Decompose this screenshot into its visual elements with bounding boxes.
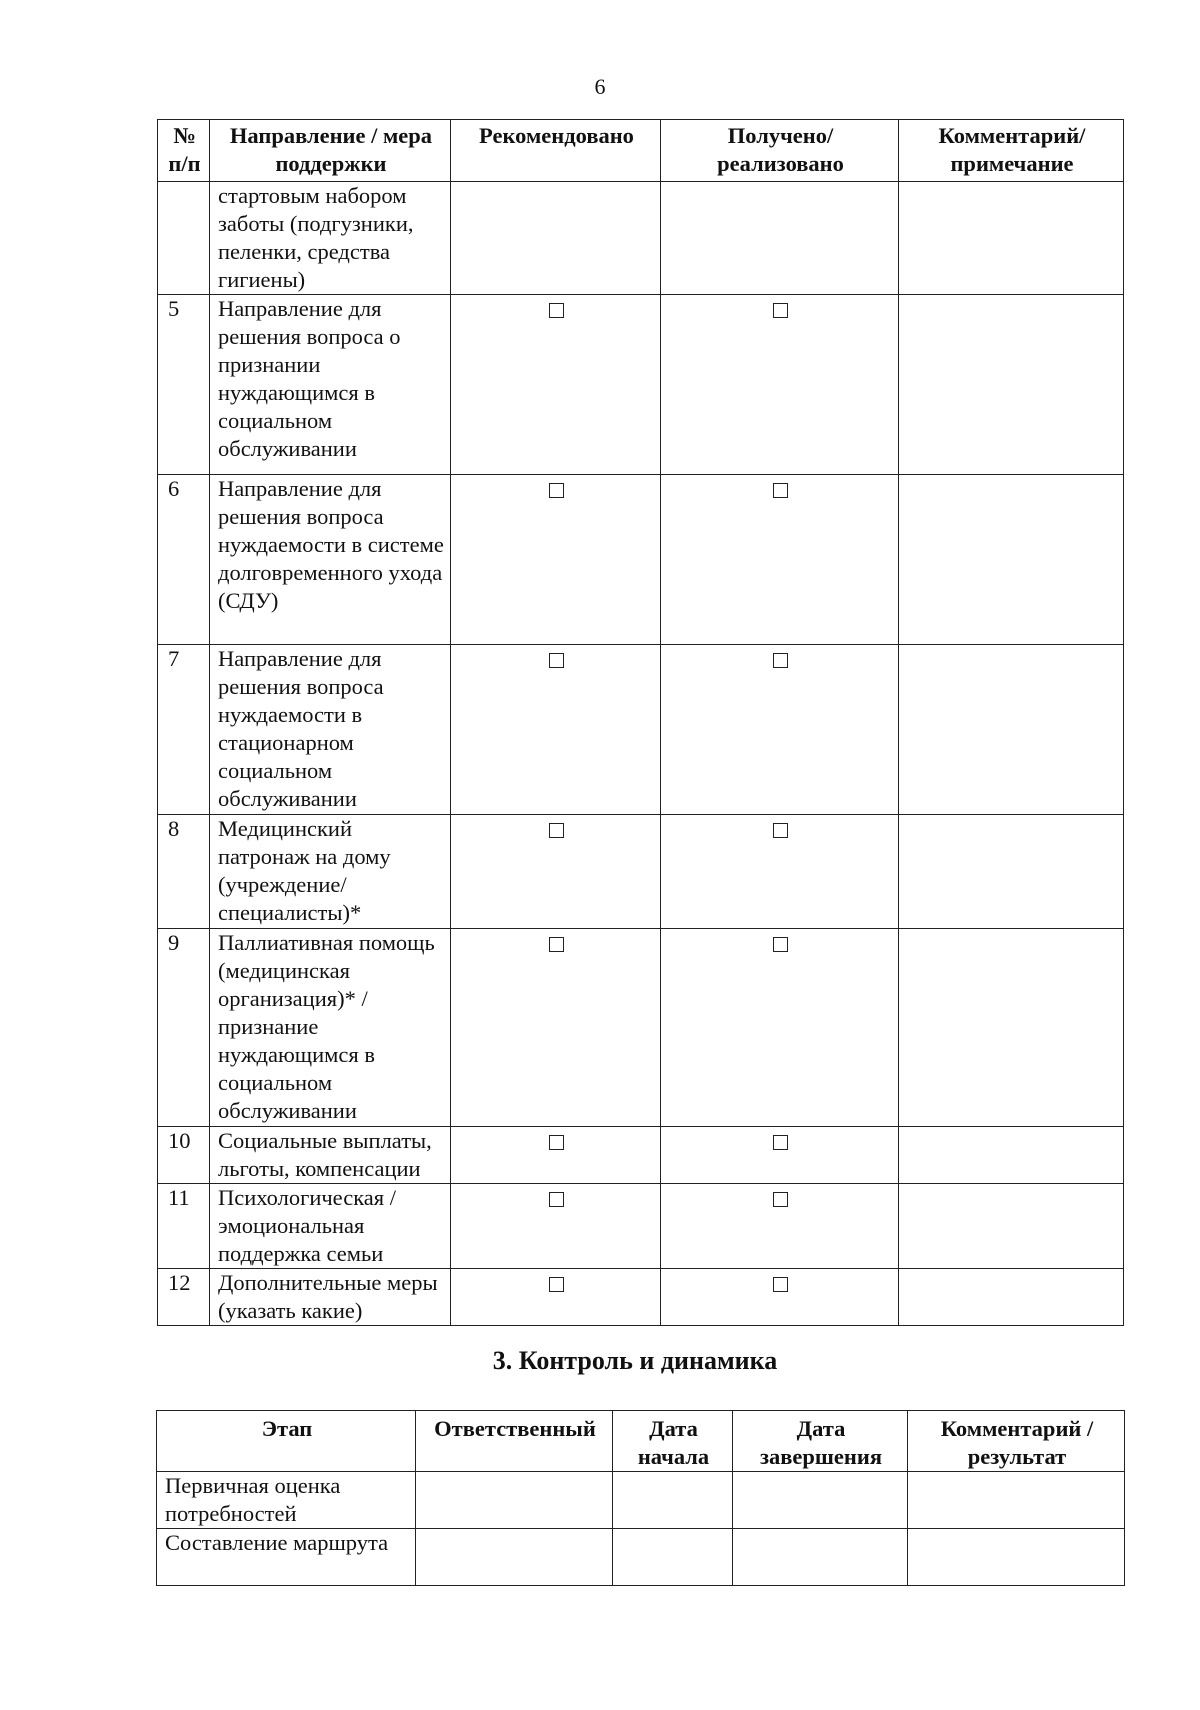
- row-num: 5: [158, 295, 210, 475]
- header-stage: Этап: [157, 1411, 416, 1472]
- received-cell: [661, 182, 899, 295]
- table-row: [157, 1529, 1125, 1586]
- recommended-cell: [451, 815, 661, 929]
- recommended-cell: [451, 1127, 661, 1184]
- row-num: [158, 182, 210, 295]
- start-date-cell[interactable]: [613, 1529, 733, 1586]
- recommended-checkbox[interactable]: [549, 483, 564, 498]
- row-direction: Паллиативная помощь (медицинская организация)* / признание нуждающимся в социальном обслуживании: [210, 929, 451, 1127]
- row-num: 10: [158, 1127, 210, 1184]
- responsible-cell[interactable]: [416, 1529, 613, 1586]
- received-cell: [661, 1269, 899, 1326]
- recommended-cell: [451, 182, 661, 295]
- table-row: [158, 929, 1124, 1127]
- row-num: 6: [158, 475, 210, 645]
- end-date-cell[interactable]: [733, 1472, 908, 1529]
- comment-cell[interactable]: [899, 295, 1124, 475]
- received-cell: [661, 1127, 899, 1184]
- received-checkbox[interactable]: [773, 937, 788, 952]
- support-measures-table: [157, 119, 1124, 1326]
- received-checkbox[interactable]: [773, 1277, 788, 1292]
- received-checkbox[interactable]: [773, 1135, 788, 1150]
- header-recommended: Рекомендовано: [451, 120, 661, 182]
- section-title: 3. Контроль и динамика: [492, 1346, 778, 1375]
- comment-cell[interactable]: [899, 1127, 1124, 1184]
- received-checkbox[interactable]: [773, 823, 788, 838]
- table-row: [158, 295, 1124, 475]
- stage-cell: Первичная оценка потребностей: [157, 1472, 416, 1529]
- recommended-checkbox[interactable]: [549, 653, 564, 668]
- row-num: 9: [158, 929, 210, 1127]
- received-cell: [661, 929, 899, 1127]
- table-row: [158, 815, 1124, 929]
- table-row: [158, 182, 1124, 295]
- header-responsible: Ответственный: [416, 1411, 613, 1472]
- row-direction: Психологическая / эмоциональная поддержка семьи: [210, 1184, 451, 1269]
- recommended-checkbox[interactable]: [549, 1192, 564, 1207]
- row-direction: Направление для решения вопроса нуждаемости в системе долговременного ухода (СДУ): [210, 475, 451, 645]
- header-comment: Комментарий/ примечание: [899, 120, 1124, 182]
- table-row: [157, 1472, 1125, 1529]
- responsible-cell[interactable]: [416, 1472, 613, 1529]
- row-direction: Направление для решения вопроса о признании нуждающимся в социальном обслуживании: [210, 295, 451, 475]
- end-date-cell[interactable]: [733, 1529, 908, 1586]
- table-row: [158, 645, 1124, 815]
- row-num: 11: [158, 1184, 210, 1269]
- recommended-checkbox[interactable]: [549, 1277, 564, 1292]
- row-direction: Дополнительные меры (указать какие): [210, 1269, 451, 1326]
- recommended-checkbox[interactable]: [549, 937, 564, 952]
- row-direction: Направление для решения вопроса нуждаемости в стационарном социальном обслуживании: [210, 645, 451, 815]
- comment-result-cell[interactable]: [908, 1529, 1125, 1586]
- received-cell: [661, 475, 899, 645]
- table-row: [158, 475, 1124, 645]
- received-checkbox[interactable]: [773, 483, 788, 498]
- recommended-cell: [451, 295, 661, 475]
- comment-cell[interactable]: [899, 645, 1124, 815]
- recommended-cell: [451, 1184, 661, 1269]
- page-number: 6: [594, 74, 606, 99]
- row-direction: стартовым набором заботы (подгузники, пеленки, средства гигиены): [210, 182, 451, 295]
- row-num: 12: [158, 1269, 210, 1326]
- header-start-date: Дата начала: [613, 1411, 733, 1472]
- control-dynamics-table: [156, 1410, 1125, 1586]
- row-num: 8: [158, 815, 210, 929]
- start-date-cell[interactable]: [613, 1472, 733, 1529]
- row-direction: Социальные выплаты, льготы, компенсации: [210, 1127, 451, 1184]
- received-checkbox[interactable]: [773, 653, 788, 668]
- header-end-date: Дата завершения: [733, 1411, 908, 1472]
- header-comment-result: Комментарий / результат: [908, 1411, 1125, 1472]
- received-cell: [661, 1184, 899, 1269]
- received-checkbox[interactable]: [773, 1192, 788, 1207]
- row-num: 7: [158, 645, 210, 815]
- comment-cell[interactable]: [899, 815, 1124, 929]
- comment-cell[interactable]: [899, 1269, 1124, 1326]
- comment-cell[interactable]: [899, 182, 1124, 295]
- received-cell: [661, 295, 899, 475]
- recommended-cell: [451, 1269, 661, 1326]
- recommended-checkbox[interactable]: [549, 823, 564, 838]
- row-direction: Медицинский патронаж на дому (учреждение/ специалисты)*: [210, 815, 451, 929]
- received-cell: [661, 645, 899, 815]
- recommended-cell: [451, 645, 661, 815]
- header-direction: Направление / мера поддержки: [210, 120, 451, 182]
- received-checkbox[interactable]: [773, 303, 788, 318]
- recommended-checkbox[interactable]: [549, 1135, 564, 1150]
- table-row: [158, 1127, 1124, 1184]
- comment-cell[interactable]: [899, 475, 1124, 645]
- comment-result-cell[interactable]: [908, 1472, 1125, 1529]
- comment-cell[interactable]: [899, 1184, 1124, 1269]
- header-received: Получено/ реализовано: [661, 120, 899, 182]
- recommended-cell: [451, 475, 661, 645]
- recommended-checkbox[interactable]: [549, 303, 564, 318]
- table-row: [158, 1184, 1124, 1269]
- header-num: № п/п: [158, 120, 210, 182]
- received-cell: [661, 815, 899, 929]
- stage-cell: Составление маршрута: [157, 1529, 416, 1586]
- recommended-cell: [451, 929, 661, 1127]
- comment-cell[interactable]: [899, 929, 1124, 1127]
- table-row: [158, 1269, 1124, 1326]
